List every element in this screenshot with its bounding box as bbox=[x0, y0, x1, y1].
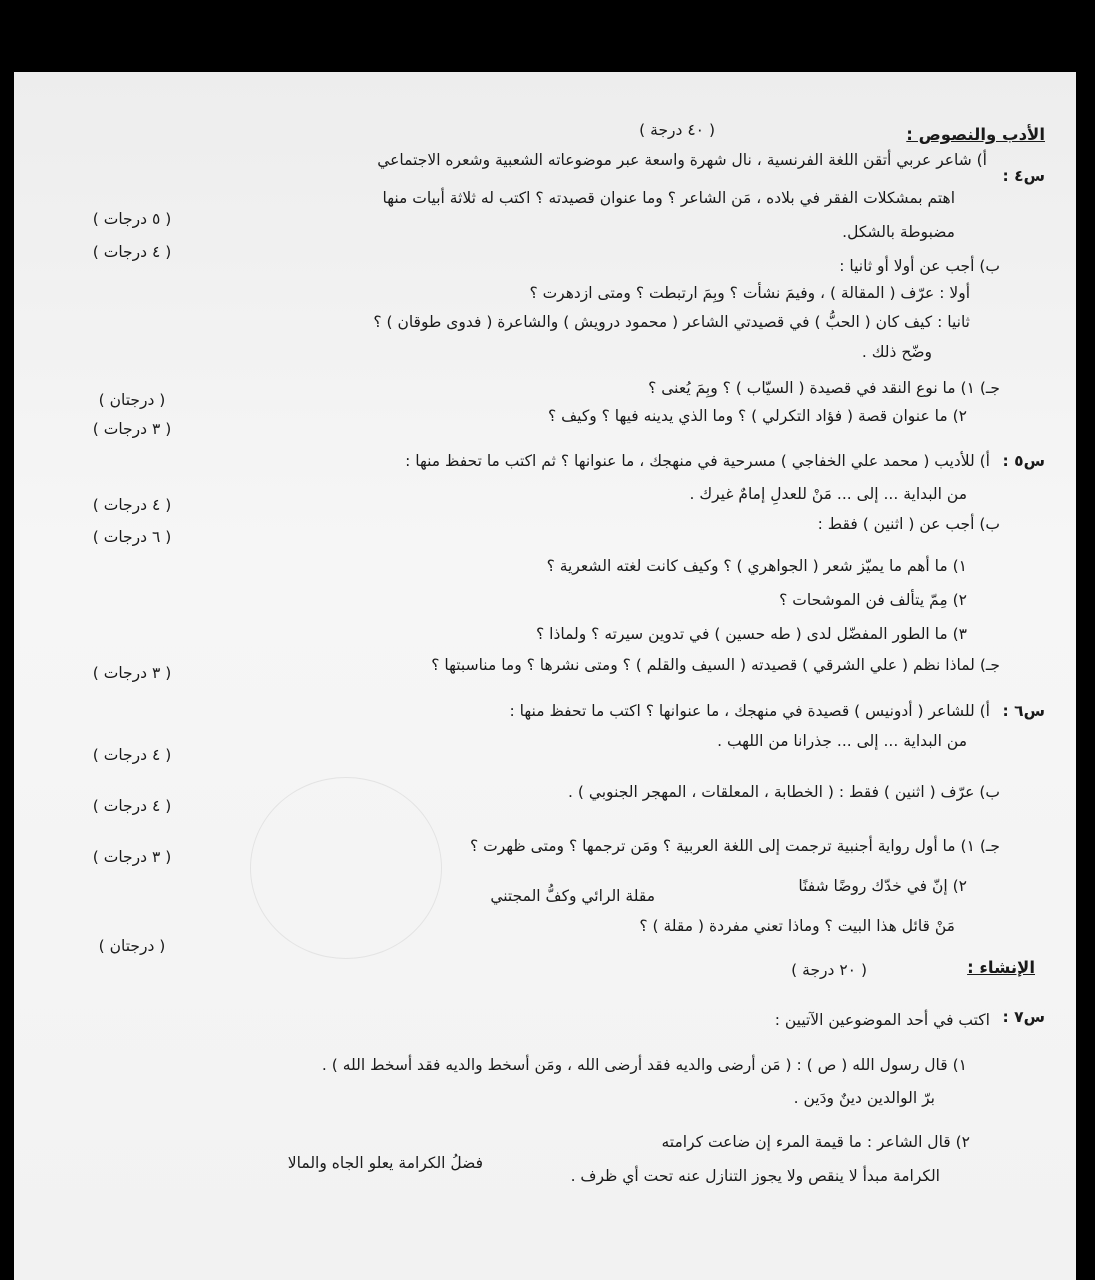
q7-t2-line2: الكرامة مبدأ لا ينقص ولا يجوز التنازل عنه تحت أي ظرف . bbox=[570, 1167, 940, 1185]
section-literature-marks: ( ٤٠ درجة ) bbox=[639, 121, 715, 139]
q7-label: س٧ : bbox=[1002, 1008, 1045, 1026]
q5-a-line2: من البداية ... إلى ... مَنْ للعدلِ إمامٌ غيرك . bbox=[689, 485, 967, 503]
q6-c2-question: مَنْ قائل هذا البيت ؟ وماذا تعني مفردة ( مقلة ) ؟ bbox=[639, 917, 955, 935]
faded-stamp bbox=[250, 777, 442, 959]
q5-label: س٥ : bbox=[1002, 452, 1045, 470]
section-literature-title: الأدب والنصوص : bbox=[906, 125, 1045, 144]
q6-c1: جـ) ١) ما أول رواية أجنبية ترجمت إلى اللغة العربية ؟ ومَن ترجمها ؟ ومتى ظهرت ؟ bbox=[469, 837, 1000, 855]
q6-a-marks: ( ٤ درجات ) bbox=[92, 746, 172, 764]
q6-a-line2: من البداية ... إلى ... جذرانا من اللهب . bbox=[717, 732, 967, 750]
section-composition-title: الإنشاء : bbox=[967, 958, 1035, 977]
q7-t2-verse-left: فضلُ الكرامة يعلو الجاه والمالا bbox=[287, 1154, 483, 1172]
q4-b-second1: ثانيا : كيف كان ( الحبُّ ) في قصيدتي الشاعر ( محمود درويش ) والشاعرة ( فدوى طوقان ) ؟ bbox=[373, 313, 970, 331]
q6-b: ب) عرّف ( اثنين ) فقط : ( الخطابة ، المعلقات ، المهجر الجنوبي ) . bbox=[568, 783, 1000, 801]
q5-b1: ١) ما أهم ما يميّز شعر ( الجواهري ) ؟ وكيف كانت لغته الشعرية ؟ bbox=[546, 557, 967, 575]
q5-b-line1: ب) أجب عن ( اثنين ) فقط : bbox=[817, 515, 1000, 533]
section-composition-marks: ( ٢٠ درجة ) bbox=[791, 961, 867, 979]
q4-c1-marks: ( درجتان ) bbox=[98, 391, 166, 409]
q4-a-marks: ( ٥ درجات ) bbox=[92, 210, 172, 228]
q6-c2-marks: ( درجتان ) bbox=[98, 937, 166, 955]
q5-a-line1: أ) للأديب ( محمد علي الخفاجي ) مسرحية في منهجك ، ما عنوانها ؟ ثم اكتب ما تحفظ منها : bbox=[405, 452, 990, 470]
q7-t1-line2: برّ الوالدين دينٌ ودَين . bbox=[793, 1089, 935, 1107]
q4-a-line1: أ) شاعر عربي أتقن اللغة الفرنسية ، نال شهرة واسعة عبر موضوعاته الشعبية وشعره الاجتماعي bbox=[377, 151, 987, 169]
q6-c2-verse-right: ٢) إنّ في خدّك روضًا شفنًا bbox=[798, 877, 967, 895]
q6-label: س٦ : bbox=[1002, 702, 1045, 720]
q6-c1-marks: ( ٣ درجات ) bbox=[92, 848, 172, 866]
q7-t2-verse-right: ٢) قال الشاعر : ما قيمة المرء إن ضاعت كرامته bbox=[661, 1133, 970, 1151]
q4-b-first: أولا : عرّف ( المقالة ) ، وفيمَ نشأت ؟ وبِمَ ارتبطت ؟ ومتى ازدهرت ؟ bbox=[529, 284, 970, 302]
q5-c: جـ) لماذا نظم ( علي الشرقي ) قصيدته ( السيف والقلم ) ؟ ومتى نشرها ؟ وما مناسبتها ؟ bbox=[431, 656, 1000, 674]
q5-c-marks: ( ٣ درجات ) bbox=[92, 664, 172, 682]
q4-c1: جـ) ١) ما نوع النقد في قصيدة ( السيّاب ) ؟ وبِمَ يُعنى ؟ bbox=[648, 379, 1000, 397]
q7-intro: اكتب في أحد الموضوعين الآتيين : bbox=[774, 1011, 990, 1029]
q5-b-marks: ( ٦ درجات ) bbox=[92, 528, 172, 546]
q5-a-marks: ( ٤ درجات ) bbox=[92, 496, 172, 514]
q5-b3: ٣) ما الطور المفضّل لدى ( طه حسين ) في تدوين سيرته ؟ ولماذا ؟ bbox=[535, 625, 967, 643]
q6-a-line1: أ) للشاعر ( أدونيس ) قصيدة في منهجك ، ما عنوانها ؟ اكتب ما تحفظ منها : bbox=[509, 702, 990, 720]
q4-label: س٤ : bbox=[1002, 167, 1045, 185]
q4-c2: ٢) ما عنوان قصة ( فؤاد التكرلي ) ؟ وما الذي يدينه فيها ؟ وكيف ؟ bbox=[547, 407, 967, 425]
q6-c2-verse-left: مقلة الرائي وكفُّ المجتني bbox=[490, 887, 655, 905]
q7-t1-line1: ١) قال رسول الله ( ص ) : ( مَن أرضى والديه فقد أرضى الله ، ومَن أسخط والديه فقد أسخط الله ) . bbox=[321, 1056, 967, 1074]
q4-c2-marks: ( ٣ درجات ) bbox=[92, 420, 172, 438]
q5-b2: ٢) مِمّ يتألف فن الموشحات ؟ bbox=[779, 591, 967, 609]
q4-b-second2: وضّح ذلك . bbox=[861, 343, 932, 361]
q4-a-line3: مضبوطة بالشكل. bbox=[842, 223, 955, 241]
q6-b-marks: ( ٤ درجات ) bbox=[92, 797, 172, 815]
q4-a-line2: اهتم بمشكلات الفقر في بلاده ، مَن الشاعر ؟ وما عنوان قصيدته ؟ اكتب له ثلاثة أبيات منها bbox=[382, 189, 955, 207]
q4-b-marks: ( ٤ درجات ) bbox=[92, 243, 172, 261]
q4-b-line1: ب) أجب عن أولا أو ثانيا : bbox=[839, 257, 1000, 275]
